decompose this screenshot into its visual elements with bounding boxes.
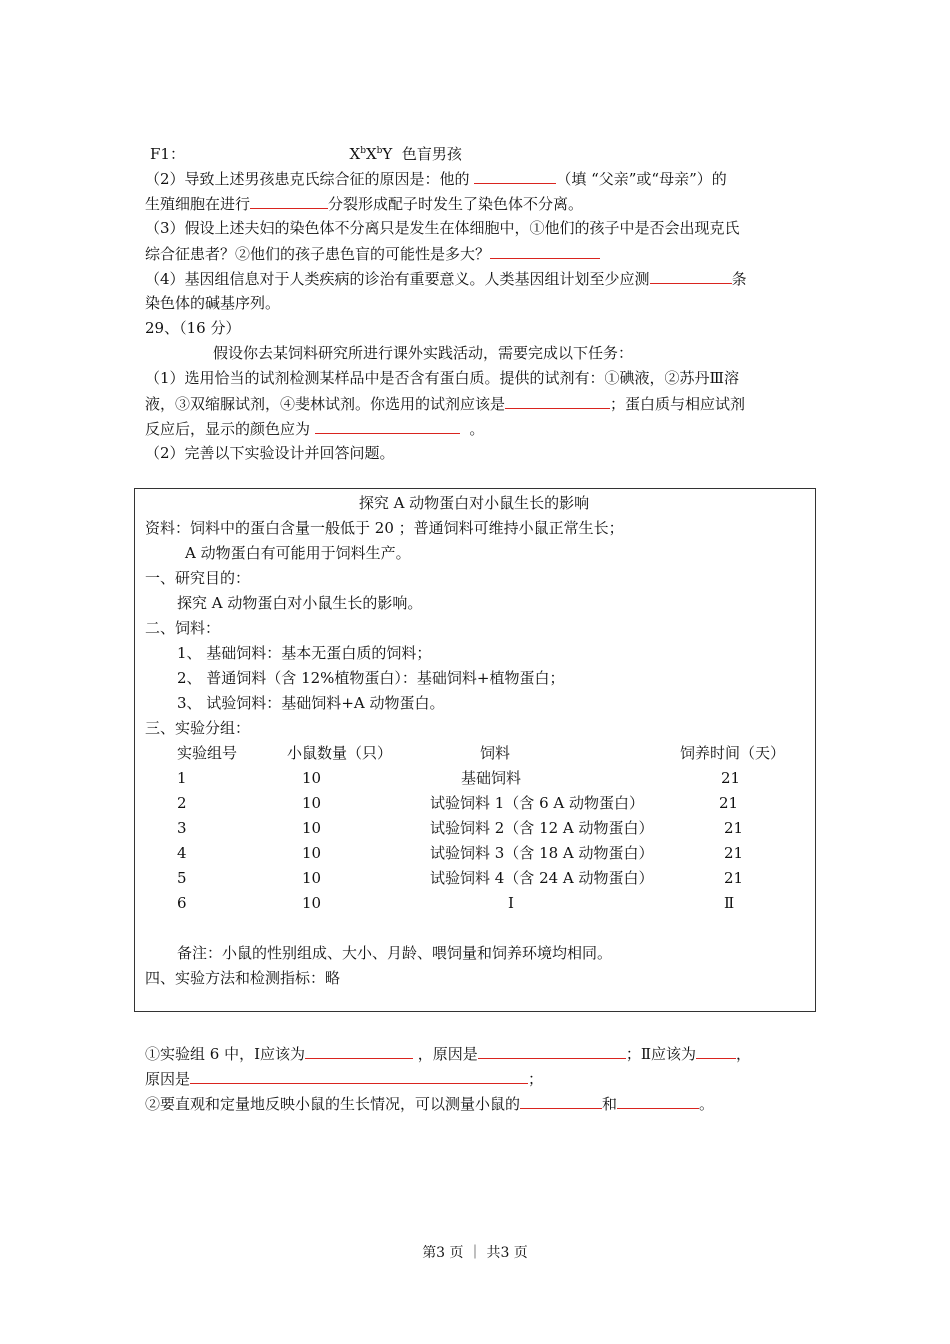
table-cell-count: 10 [302, 869, 322, 887]
table-header-count: 小鼠数量（只） [287, 744, 393, 762]
answer-blank-chromosomes[interactable] [650, 268, 732, 284]
q29-s2: （2）完善以下实验设计并回答问题。 [145, 444, 395, 462]
q29-s1-line3: 反应后，显示的颜色应为 。 [145, 420, 485, 438]
box-feed-1: 1、 基础饲料：基本无蛋白质的饲料； [177, 644, 432, 662]
table-cell-group: 4 [177, 844, 187, 862]
question-a-line: ①实验组 6 中，Ⅰ应该为 ，原因是 ；Ⅱ应该为 ， [145, 1045, 752, 1063]
q4-line2: 染色体的碱基序列。 [145, 294, 281, 312]
answer-blank-parent[interactable] [474, 168, 556, 184]
q2-line1: （2）导致上述男孩患克氏综合征的原因是：他的 （填 “父亲”或“母亲”）的 [145, 170, 727, 188]
table-cell-feed: Ⅰ [508, 894, 514, 912]
q4-line1: （4）基因组信息对于人类疾病的诊治有重要意义。人类基因组计划至少应测 条 [145, 270, 747, 288]
box-feed-3: 3、 试验饲料：基础饲料+A 动物蛋白。 [177, 694, 445, 712]
answer-blank-reason-i[interactable] [478, 1043, 626, 1059]
table-cell-count: 10 [302, 794, 322, 812]
f1-line [150, 144, 462, 164]
box-feed-2: 2、 普通饲料（含 12%植物蛋白）：基础饲料+植物蛋白； [177, 669, 565, 687]
table-header-days: 饲养时间（天） [680, 744, 786, 762]
q29-title: 29、（16 分） [145, 319, 241, 337]
table-cell-feed: 试验饲料 4（含 24 A 动物蛋白） [430, 869, 654, 887]
table-cell-group: 2 [177, 794, 187, 812]
f1-phenotype: 色盲男孩 [401, 145, 462, 163]
answer-blank-reagent[interactable] [505, 393, 610, 409]
answer-blank-color[interactable] [315, 418, 460, 434]
answer-blank-measure-2[interactable] [617, 1093, 699, 1109]
box-note: 备注：小鼠的性别组成、大小、月龄、喂饲量和饲养环境均相同。 [177, 944, 613, 962]
table-cell-days: 21 [724, 819, 744, 837]
table-header-feed: 饲料 [480, 744, 511, 762]
table-cell-feed: 试验饲料 2（含 12 A 动物蛋白） [430, 819, 654, 837]
q2-line2: 生殖细胞在进行 分裂形成配子时发生了染色体不分离。 [145, 195, 584, 213]
table-cell-days: Ⅱ [724, 894, 735, 912]
q29-intro: 假设你去某饲料研究所进行课外实践活动，需要完成以下任务： [213, 344, 634, 362]
answer-blank-i[interactable] [305, 1043, 413, 1059]
box-info-2: A 动物蛋白有可能用于饲料生产。 [185, 544, 411, 562]
answer-blank-q3[interactable] [490, 243, 600, 259]
table-cell-feed: 试验饲料 1（含 6 A 动物蛋白） [430, 794, 644, 812]
page-footer: 第3 页 ｜ 共3 页 [422, 1245, 528, 1261]
q3-line1: （3）假设上述夫妇的染色体不分离只是发生在体细胞中，①他们的孩子中是否会出现克氏 [145, 219, 740, 237]
table-cell-count: 10 [302, 769, 322, 787]
table-cell-days: 21 [719, 794, 739, 812]
answer-blank-measure-1[interactable] [520, 1093, 602, 1109]
f1-genotype: $X^bX^bY$ [349, 145, 393, 163]
box-section-4: 四、实验方法和检测指标：略 [145, 969, 341, 987]
table-cell-count: 10 [302, 819, 322, 837]
table-cell-count: 10 [302, 844, 322, 862]
box-info-1: 资料：饲料中的蛋白含量一般低于 20 ；普通饲料可维持小鼠正常生长； [145, 519, 624, 537]
question-b-line: 原因是 ； [145, 1070, 544, 1088]
q29-s1-line2: 液，③双缩脲试剂，④斐林试剂。你选用的试剂应该是 ；蛋白质与相应试剂 [145, 395, 746, 413]
table-cell-days: 21 [724, 844, 744, 862]
table-cell-group: 1 [177, 769, 187, 787]
table-header-group: 实验组号 [177, 744, 238, 762]
table-cell-feed: 试验饲料 3（含 18 A 动物蛋白） [430, 844, 654, 862]
table-cell-days: 21 [724, 869, 744, 887]
box-section-1: 一、研究目的： [145, 569, 251, 587]
box-purpose: 探究 A 动物蛋白对小鼠生长的影响。 [177, 594, 423, 612]
answer-blank-ii[interactable] [696, 1043, 736, 1059]
q29-s1-line1: （1）选用恰当的试剂检测某样品中是否含有蛋白质。提供的试剂有：①碘液，②苏丹Ⅲ溶 [145, 369, 740, 387]
box-title: 探究 A 动物蛋白对小鼠生长的影响 [358, 494, 590, 512]
table-cell-count: 10 [302, 894, 322, 912]
q3-line2: 综合征患者？②他们的孩子患色盲的可能性是多大？ [145, 243, 600, 264]
box-section-3: 三、实验分组： [145, 719, 251, 737]
answer-blank-division[interactable] [250, 193, 328, 209]
question-c-line: ②要直观和定量地反映小鼠的生长情况，可以测量小鼠的 和 。 [145, 1095, 715, 1113]
answer-blank-reason-ii[interactable] [190, 1068, 528, 1084]
table-cell-group: 6 [177, 894, 187, 912]
table-cell-feed: 基础饲料 [461, 769, 522, 787]
box-section-2: 二、饲料： [145, 619, 221, 637]
f1-label: F1： [150, 145, 185, 163]
table-cell-group: 3 [177, 819, 187, 837]
table-cell-days: 21 [721, 769, 741, 787]
table-cell-group: 5 [177, 869, 187, 887]
